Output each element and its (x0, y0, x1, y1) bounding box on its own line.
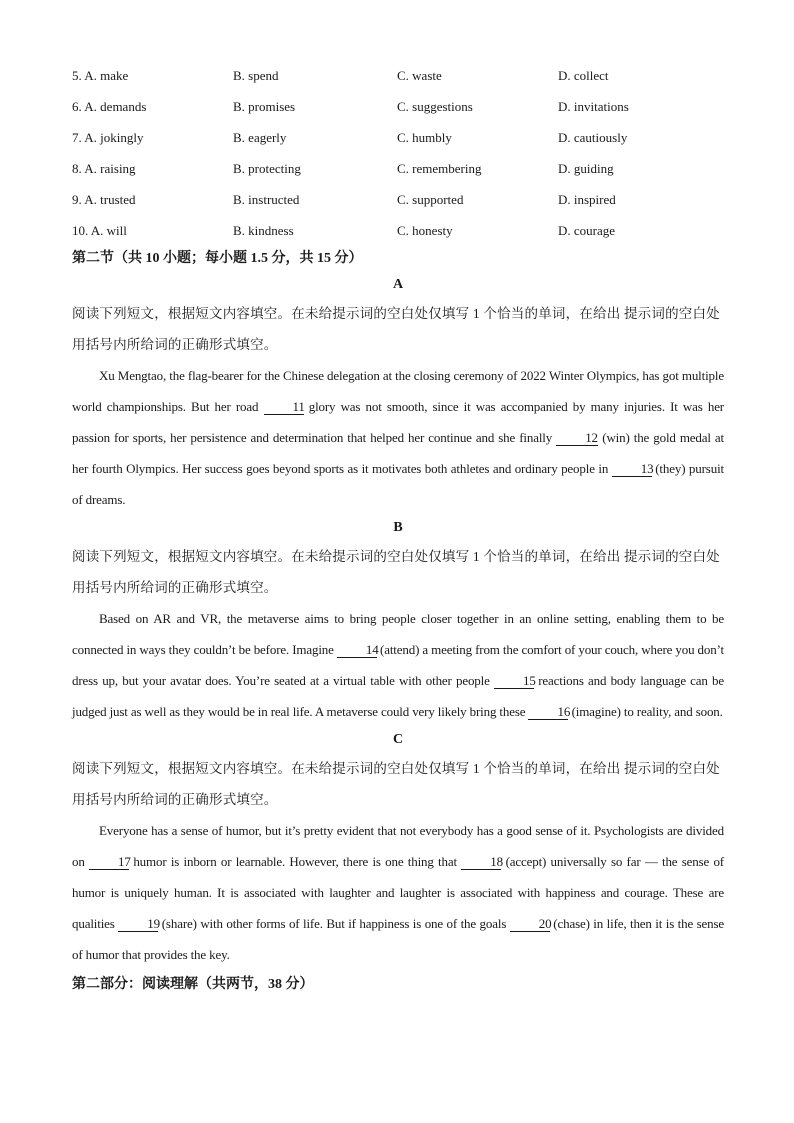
option-row-7 (72, 122, 724, 153)
blank-15[interactable]: 15 (494, 674, 534, 689)
passage-letter-a: A (392, 277, 404, 292)
blank-14[interactable]: 14 (337, 643, 377, 658)
option-d: D. collect (558, 67, 609, 83)
instruction-text: 阅读下列短文，根据短文内容填空。在未给提示词的空白处仅填写 1 个恰当的单词，在给出 提示词的空白处用括号内所给词的正确形式填空。 (72, 761, 720, 807)
option-c: C. suggestions (397, 98, 473, 114)
instruction-text: 阅读下列短文，根据短文内容填空。在未给提示词的空白处仅填写 1 个恰当的单词，在给出 提示词的空白处用括号内所给词的正确形式填空。 (72, 306, 720, 352)
option-d: D. cautiously (558, 129, 628, 145)
option-c: C. waste (397, 67, 442, 83)
blank-20[interactable]: 20 (510, 917, 550, 932)
option-a: 8. A. raising (72, 160, 136, 176)
option-row-10 (72, 215, 724, 246)
passage-a-text: Xu Mengtao, the flag-bearer for the Chinese delegation at the closing ceremony of 2022 Winter Olympics, has got multiple world championships. But her road 11 glory was not smooth, since it was accompanied by many injuries. It was her passion for sports, her persistence and determination that helped her continue and she finally 12 (win) the gold medal at her fourth Olympics. Her success goes beyond sports as it motivates both athletes and ordinary people in 13 (they) pursuit of dreams. (72, 368, 724, 507)
passage-c-text: Everyone has a sense of humor, but it’s pretty evident that not everybody has a good sense of it. Psychologists are divided on 17 humor is inborn or learnable. However, there is one thing that 18 (accept) universally so far — the sense of humor is uniquely human. It is associated with laughter and laughter is associated with happiness and courage. These are qualities 19 (share) with other forms of life. But if happiness is one of the goals 20 (chase) in life, then it is the sense of humor that provides the key. (72, 823, 725, 962)
option-a: 5. A. make (72, 67, 129, 83)
blank-12[interactable]: 12 (556, 431, 598, 446)
option-row-5 (72, 60, 724, 91)
option-d: D. courage (558, 222, 616, 238)
blank-16[interactable]: 16 (528, 705, 568, 720)
passage-letter-c: C (392, 732, 404, 747)
blank-11[interactable]: 11 (264, 400, 304, 415)
option-b: B. instructed (233, 191, 300, 207)
exam-page (72, 60, 724, 1000)
option-c: C. humbly (397, 129, 452, 145)
option-c: C. honesty (397, 222, 453, 238)
option-b: B. kindness (233, 222, 294, 238)
option-row-9 (72, 184, 724, 215)
option-d: D. inspired (558, 191, 616, 207)
option-b: B. protecting (233, 160, 301, 176)
instruction-text: 阅读下列短文，根据短文内容填空。在未给提示词的空白处仅填写 1 个恰当的单词，在给出 提示词的空白处用括号内所给词的正确形式填空。 (72, 549, 720, 595)
blank-19[interactable]: 19 (118, 917, 158, 932)
option-a: 7. A. jokingly (72, 129, 144, 145)
option-a: 9. A. trusted (72, 191, 136, 207)
part-heading: 第二部分：阅读理解（共两节，38 分） (72, 977, 314, 992)
option-a: 10. A. will (72, 222, 127, 238)
option-c: C. remembering (397, 160, 482, 176)
option-c: C. supported (397, 191, 464, 207)
option-a: 6. A. demands (72, 98, 147, 114)
option-b: B. promises (233, 98, 296, 114)
option-d: D. guiding (558, 160, 614, 176)
option-d: D. invitations (558, 98, 629, 114)
option-b: B. eagerly (233, 129, 287, 145)
passage-letter-b: B (393, 520, 403, 535)
option-row-6 (72, 91, 724, 122)
passage-b-text: Based on AR and VR, the metaverse aims to bring people closer together in an online setting, enabling them to be connected in ways they couldn’t be before. Imagine 14 (attend) a meeting from the comfort of your couch, where you don’t dress up, but your avatar does. You’re seated at a virtual table with other people 15 reactions and body language can be judged just as well as they would be in real life. A metaverse could very likely bring these 16 (imagine) to reality, and soon. (72, 611, 725, 719)
blank-13[interactable]: 13 (612, 462, 652, 477)
option-b: B. spend (233, 67, 279, 83)
blank-17[interactable]: 17 (89, 855, 129, 870)
options-block (72, 60, 724, 246)
section-heading: 第二节（共 10 小题；每小题 1.5 分，共 15 分） (72, 251, 363, 266)
blank-18[interactable]: 18 (461, 855, 501, 870)
option-row-8 (72, 153, 724, 184)
